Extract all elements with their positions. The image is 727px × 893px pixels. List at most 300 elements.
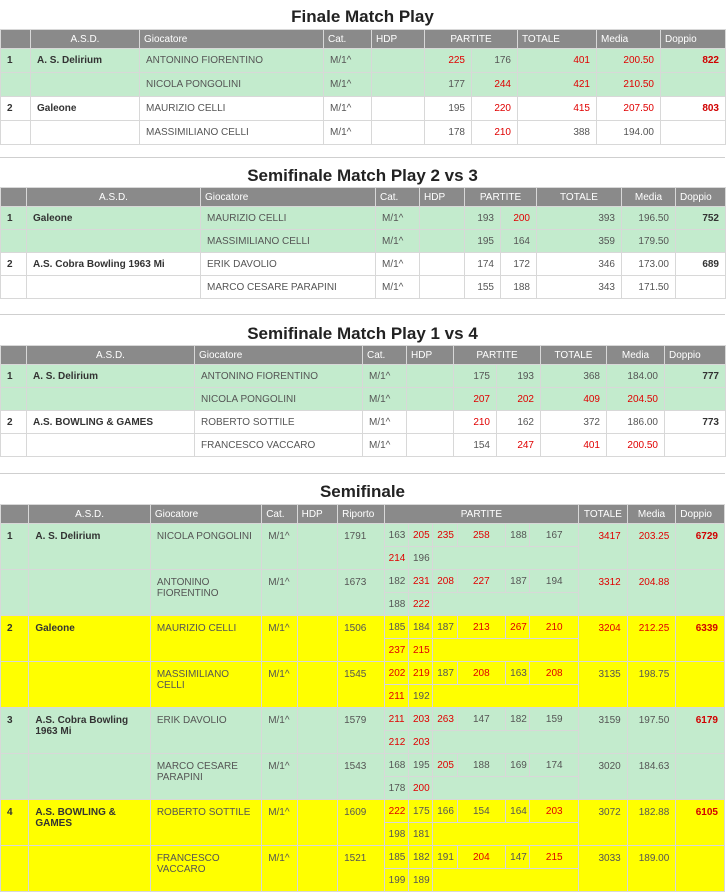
team-name: Galeone <box>27 207 201 230</box>
game-score: 198 <box>384 823 408 846</box>
game-score: 174 <box>465 253 501 276</box>
game-score: 193 <box>465 207 501 230</box>
player-cat: M/1^ <box>262 524 297 570</box>
player-media: 189.00 <box>627 846 676 892</box>
player-media: 197.50 <box>627 708 676 754</box>
player-name: FRANCESCO VACCARO <box>150 846 261 892</box>
game-score: 181 <box>408 823 432 846</box>
header-doppio: Doppio <box>676 505 725 524</box>
player-media: 212.25 <box>627 616 676 662</box>
player-media: 203.25 <box>627 524 676 570</box>
game-score: 219 <box>408 662 432 685</box>
team-position: 4 <box>1 800 29 846</box>
player-cat: M/1^ <box>262 616 297 662</box>
game-score: 187 <box>433 616 457 639</box>
player-hdp <box>407 411 454 434</box>
player-riporto: 1521 <box>338 846 385 892</box>
table-row <box>1 49 726 73</box>
player-name: MASSIMILIANO CELLI <box>140 121 324 145</box>
player-hdp <box>407 434 454 457</box>
game-score: 192 <box>408 685 432 708</box>
game-score: 203 <box>530 800 579 823</box>
player-name: MARCO CESARE PARAPINI <box>150 754 261 800</box>
header-media: Media <box>597 30 661 49</box>
team-position <box>1 662 29 708</box>
game-score: 182 <box>506 708 530 731</box>
game-score: 166 <box>433 800 457 823</box>
game-score: 195 <box>408 754 432 777</box>
game-score: 222 <box>384 800 408 823</box>
player-hdp <box>420 276 465 299</box>
game-score: 188 <box>501 276 537 299</box>
team-doppio: 777 <box>665 365 726 388</box>
game-score: 178 <box>384 777 408 800</box>
player-riporto: 1673 <box>338 570 385 616</box>
team-position: 2 <box>1 616 29 662</box>
table-row <box>1 121 726 145</box>
team-doppio: 6105 <box>676 800 725 846</box>
player-media: 210.50 <box>597 73 661 97</box>
player-hdp <box>407 365 454 388</box>
player-riporto: 1506 <box>338 616 385 662</box>
player-cat: M/1^ <box>376 276 420 299</box>
game-score: 188 <box>384 593 408 616</box>
player-name: MASSIMILIANO CELLI <box>201 230 376 253</box>
semi14-title: Semifinale Match Play 1 vs 4 <box>247 324 478 343</box>
semifinale-section <box>0 482 725 502</box>
game-score: 175 <box>408 800 432 823</box>
game-score: 163 <box>384 524 408 547</box>
team-name <box>29 570 150 616</box>
table-row <box>1 708 725 731</box>
team-name <box>29 846 150 892</box>
team-position: 1 <box>1 207 27 230</box>
player-media: 194.00 <box>597 121 661 145</box>
player-cat: M/1^ <box>324 121 372 145</box>
team-position <box>1 754 29 800</box>
player-hdp <box>372 73 425 97</box>
player-hdp <box>420 230 465 253</box>
table-row <box>1 253 726 276</box>
game-score: 188 <box>457 754 506 777</box>
player-cat: M/1^ <box>324 49 372 73</box>
header-empty <box>1 30 31 49</box>
game-score: 164 <box>506 800 530 823</box>
player-total: 346 <box>537 253 622 276</box>
team-name: Galeone <box>31 97 140 121</box>
empty-cell <box>433 869 579 892</box>
divider <box>0 157 725 158</box>
team-position: 3 <box>1 708 29 754</box>
team-name <box>29 754 150 800</box>
player-cat: M/1^ <box>376 207 420 230</box>
team-doppio: 803 <box>661 97 726 121</box>
team-name: A.S. Cobra Bowling 1963 Mi <box>29 708 150 754</box>
game-score: 214 <box>384 547 408 570</box>
player-name: FRANCESCO VACCARO <box>195 434 363 457</box>
player-name: NICOLA PONGOLINI <box>140 73 324 97</box>
player-media: 184.00 <box>607 365 665 388</box>
header-doppio: Doppio <box>665 346 726 365</box>
game-score: 174 <box>530 754 579 777</box>
header-partite: PARTITE <box>425 30 518 49</box>
header-totale: TOTALE <box>579 505 628 524</box>
player-hdp <box>297 846 337 892</box>
game-score: 205 <box>433 754 457 777</box>
player-hdp <box>372 49 425 73</box>
game-score: 187 <box>506 570 530 593</box>
player-total: 401 <box>518 49 597 73</box>
game-score: 231 <box>408 570 432 593</box>
player-cat: M/1^ <box>324 97 372 121</box>
player-media: 179.50 <box>622 230 676 253</box>
player-riporto: 1543 <box>338 754 385 800</box>
team-doppio: 689 <box>676 253 726 276</box>
player-hdp <box>297 708 337 754</box>
table-row <box>1 754 725 777</box>
game-score: 178 <box>425 121 472 145</box>
player-media: 182.88 <box>627 800 676 846</box>
header-totale: TOTALE <box>541 346 607 365</box>
game-score: 172 <box>501 253 537 276</box>
header-cat: Cat. <box>363 346 407 365</box>
game-score: 155 <box>465 276 501 299</box>
game-score: 208 <box>530 662 579 685</box>
player-name: ANTONINO FIORENTINO <box>140 49 324 73</box>
team-name <box>29 662 150 708</box>
game-score: 211 <box>384 685 408 708</box>
team-name: A. S. Delirium <box>31 49 140 73</box>
player-cat: M/1^ <box>262 754 297 800</box>
semi23-section <box>0 166 725 186</box>
player-cat: M/1^ <box>363 434 407 457</box>
player-media: 173.00 <box>622 253 676 276</box>
team-position: 2 <box>1 253 27 276</box>
team-doppio: 752 <box>676 207 726 230</box>
table-row <box>1 434 726 457</box>
semifinale-table <box>0 504 725 892</box>
player-total: 409 <box>541 388 607 411</box>
empty-cell <box>433 685 579 708</box>
player-media: 186.00 <box>607 411 665 434</box>
player-name: ERIK DAVOLIO <box>201 253 376 276</box>
table-row <box>1 230 726 253</box>
team-doppio <box>676 754 725 800</box>
game-score: 267 <box>506 616 530 639</box>
semi23-title: Semifinale Match Play 2 vs 3 <box>247 166 478 185</box>
team-name: A. S. Delirium <box>27 365 195 388</box>
game-score: 237 <box>384 639 408 662</box>
table-row <box>1 570 725 593</box>
player-hdp <box>420 207 465 230</box>
player-total: 372 <box>541 411 607 434</box>
player-name: MAURIZIO CELLI <box>201 207 376 230</box>
table-row <box>1 207 726 230</box>
player-name: ROBERTO SOTTILE <box>195 411 363 434</box>
team-doppio <box>676 570 725 616</box>
player-cat: M/1^ <box>363 365 407 388</box>
game-score: 263 <box>433 708 457 731</box>
empty-cell <box>433 639 579 662</box>
player-riporto: 1791 <box>338 524 385 570</box>
game-score: 205 <box>408 524 432 547</box>
table-row <box>1 276 726 299</box>
game-score: 244 <box>472 73 518 97</box>
header-media: Media <box>607 346 665 365</box>
header-asd: A.S.D. <box>27 346 195 365</box>
team-position: 2 <box>1 97 31 121</box>
header-cat: Cat. <box>376 188 420 207</box>
team-name: A.S. BOWLING & GAMES <box>27 411 195 434</box>
semifinale-title: Semifinale <box>319 482 406 501</box>
table-row <box>1 662 725 685</box>
table-row <box>1 846 725 869</box>
empty-cell <box>433 547 579 570</box>
game-score: 168 <box>384 754 408 777</box>
game-score: 194 <box>530 570 579 593</box>
game-score: 203 <box>408 731 432 754</box>
player-hdp <box>297 754 337 800</box>
game-score: 195 <box>425 97 472 121</box>
game-score: 222 <box>408 593 432 616</box>
table-row <box>1 97 726 121</box>
player-cat: M/1^ <box>262 800 297 846</box>
table-row <box>1 524 725 547</box>
player-hdp <box>297 570 337 616</box>
player-media: 204.50 <box>607 388 665 411</box>
player-total: 393 <box>537 207 622 230</box>
team-position: 1 <box>1 49 31 73</box>
header-giocatore: Giocatore <box>195 346 363 365</box>
team-doppio <box>676 662 725 708</box>
player-riporto: 1579 <box>338 708 385 754</box>
header-hdp: HDP <box>372 30 425 49</box>
table-row <box>1 411 726 434</box>
team-name: Galeone <box>29 616 150 662</box>
player-hdp <box>297 616 337 662</box>
divider <box>0 314 725 315</box>
player-media: 198.75 <box>627 662 676 708</box>
game-score: 225 <box>425 49 472 73</box>
player-cat: M/1^ <box>376 230 420 253</box>
player-media: 200.50 <box>607 434 665 457</box>
game-score: 189 <box>408 869 432 892</box>
player-total: 401 <box>541 434 607 457</box>
header-cat: Cat. <box>324 30 372 49</box>
game-score: 159 <box>530 708 579 731</box>
player-media: 184.63 <box>627 754 676 800</box>
team-position: 1 <box>1 524 29 570</box>
empty-cell <box>433 777 579 800</box>
team-doppio: 6179 <box>676 708 725 754</box>
table-row <box>1 388 726 411</box>
player-hdp <box>297 524 337 570</box>
table-row <box>1 800 725 823</box>
game-score: 182 <box>384 570 408 593</box>
header-giocatore: Giocatore <box>150 505 261 524</box>
team-doppio: 6729 <box>676 524 725 570</box>
player-hdp <box>372 97 425 121</box>
game-score: 169 <box>506 754 530 777</box>
player-cat: M/1^ <box>376 253 420 276</box>
header-media: Media <box>622 188 676 207</box>
player-hdp <box>407 388 454 411</box>
game-score: 164 <box>501 230 537 253</box>
semi23-table <box>0 187 726 299</box>
player-total: 3312 <box>579 570 628 616</box>
header-asd: A.S.D. <box>31 30 140 49</box>
game-score: 210 <box>472 121 518 145</box>
game-score: 175 <box>454 365 497 388</box>
player-name: MAURIZIO CELLI <box>150 616 261 662</box>
game-score: 163 <box>506 662 530 685</box>
game-score: 208 <box>457 662 506 685</box>
player-total: 3417 <box>579 524 628 570</box>
game-score: 185 <box>384 616 408 639</box>
header-doppio: Doppio <box>661 30 726 49</box>
game-score: 176 <box>472 49 518 73</box>
table-row <box>1 365 726 388</box>
player-name: MASSIMILIANO CELLI <box>150 662 261 708</box>
player-total: 3020 <box>579 754 628 800</box>
game-score: 211 <box>384 708 408 731</box>
game-score: 177 <box>425 73 472 97</box>
player-cat: M/1^ <box>262 570 297 616</box>
game-score: 200 <box>408 777 432 800</box>
game-score: 215 <box>530 846 579 869</box>
team-name: A.S. Cobra Bowling 1963 Mi <box>27 253 201 276</box>
semi14-section <box>0 324 725 344</box>
player-cat: M/1^ <box>262 662 297 708</box>
game-score: 210 <box>454 411 497 434</box>
divider <box>0 473 725 474</box>
player-riporto: 1545 <box>338 662 385 708</box>
player-cat: M/1^ <box>324 73 372 97</box>
game-score: 203 <box>408 708 432 731</box>
player-total: 421 <box>518 73 597 97</box>
game-score: 213 <box>457 616 506 639</box>
game-score: 187 <box>433 662 457 685</box>
game-score: 258 <box>457 524 506 547</box>
game-score: 147 <box>457 708 506 731</box>
team-doppio: 6339 <box>676 616 725 662</box>
game-score: 212 <box>384 731 408 754</box>
player-total: 388 <box>518 121 597 145</box>
header-partite: PARTITE <box>384 505 578 524</box>
team-position <box>1 846 29 892</box>
header-giocatore: Giocatore <box>140 30 324 49</box>
player-hdp <box>420 253 465 276</box>
game-score: 235 <box>433 524 457 547</box>
semi14-table <box>0 345 726 457</box>
team-position: 1 <box>1 365 27 388</box>
player-name: ANTONINO FIORENTINO <box>195 365 363 388</box>
header-hdp: HDP <box>420 188 465 207</box>
game-score: 193 <box>497 365 541 388</box>
player-media: 204.88 <box>627 570 676 616</box>
game-score: 147 <box>506 846 530 869</box>
header-riporto: Riporto <box>338 505 385 524</box>
empty-cell <box>433 593 579 616</box>
game-score: 220 <box>472 97 518 121</box>
player-total: 3204 <box>579 616 628 662</box>
player-cat: M/1^ <box>363 411 407 434</box>
player-cat: M/1^ <box>363 388 407 411</box>
game-score: 202 <box>384 662 408 685</box>
player-total: 3033 <box>579 846 628 892</box>
empty-cell <box>433 731 579 754</box>
player-name: MAURIZIO CELLI <box>140 97 324 121</box>
player-hdp <box>297 800 337 846</box>
header-media: Media <box>627 505 676 524</box>
game-score: 200 <box>501 207 537 230</box>
player-media: 207.50 <box>597 97 661 121</box>
finale-table <box>0 29 726 145</box>
game-score: 196 <box>408 547 432 570</box>
game-score: 247 <box>497 434 541 457</box>
header-totale: TOTALE <box>537 188 622 207</box>
game-score: 154 <box>457 800 506 823</box>
header-hdp: HDP <box>407 346 454 365</box>
game-score: 167 <box>530 524 579 547</box>
player-media: 171.50 <box>622 276 676 299</box>
header-asd: A.S.D. <box>29 505 150 524</box>
table-row <box>1 73 726 97</box>
player-total: 415 <box>518 97 597 121</box>
player-cat: M/1^ <box>262 846 297 892</box>
game-score: 207 <box>454 388 497 411</box>
header-giocatore: Giocatore <box>201 188 376 207</box>
game-score: 195 <box>465 230 501 253</box>
team-position <box>1 570 29 616</box>
game-score: 210 <box>530 616 579 639</box>
player-hdp <box>297 662 337 708</box>
game-score: 215 <box>408 639 432 662</box>
team-doppio: 773 <box>665 411 726 434</box>
player-name: ERIK DAVOLIO <box>150 708 261 754</box>
game-score: 227 <box>457 570 506 593</box>
game-score: 191 <box>433 846 457 869</box>
player-total: 343 <box>537 276 622 299</box>
game-score: 199 <box>384 869 408 892</box>
player-name: NICOLA PONGOLINI <box>195 388 363 411</box>
player-total: 359 <box>537 230 622 253</box>
game-score: 208 <box>433 570 457 593</box>
player-media: 200.50 <box>597 49 661 73</box>
game-score: 202 <box>497 388 541 411</box>
player-name: NICOLA PONGOLINI <box>150 524 261 570</box>
game-score: 162 <box>497 411 541 434</box>
game-score: 184 <box>408 616 432 639</box>
game-score: 154 <box>454 434 497 457</box>
player-name: ANTONINO FIORENTINO <box>150 570 261 616</box>
game-score: 185 <box>384 846 408 869</box>
empty-cell <box>433 823 579 846</box>
team-position: 2 <box>1 411 27 434</box>
team-doppio <box>676 846 725 892</box>
player-riporto: 1609 <box>338 800 385 846</box>
header-hdp: HDP <box>297 505 337 524</box>
header-asd: A.S.D. <box>27 188 201 207</box>
header-partite: PARTITE <box>465 188 537 207</box>
player-total: 3135 <box>579 662 628 708</box>
header-cat: Cat. <box>262 505 297 524</box>
player-cat: M/1^ <box>262 708 297 754</box>
team-name: A. S. Delirium <box>29 524 150 570</box>
player-name: ROBERTO SOTTILE <box>150 800 261 846</box>
player-hdp <box>372 121 425 145</box>
player-media: 196.50 <box>622 207 676 230</box>
